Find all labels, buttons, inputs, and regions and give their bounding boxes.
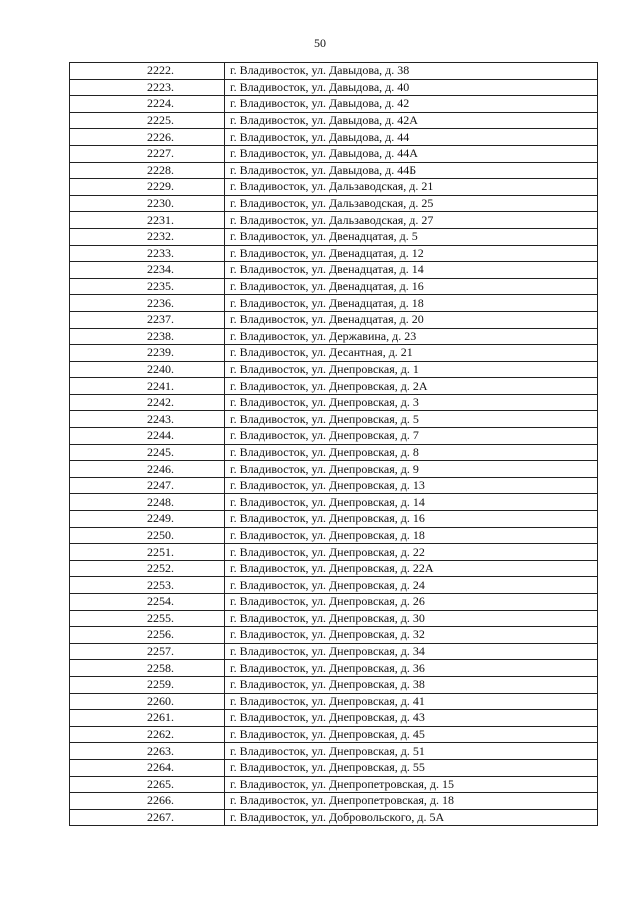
row-number: 2226. — [70, 129, 225, 146]
row-number: 2248. — [70, 494, 225, 511]
table-row — [70, 809, 598, 826]
table-row — [70, 544, 598, 561]
table-row — [70, 693, 598, 710]
row-number: 2243. — [70, 411, 225, 428]
row-address: г. Владивосток, ул. Днепровская, д. 9 — [225, 461, 598, 478]
row-address: г. Владивосток, ул. Добровольского, д. 5А — [225, 809, 598, 826]
row-number: 2227. — [70, 145, 225, 162]
row-number: 2266. — [70, 793, 225, 810]
table-row — [70, 743, 598, 760]
table-row — [70, 511, 598, 528]
row-number: 2253. — [70, 577, 225, 594]
row-number: 2233. — [70, 245, 225, 262]
row-address: г. Владивосток, ул. Днепровская, д. 26 — [225, 594, 598, 611]
table-row — [70, 793, 598, 810]
row-number: 2263. — [70, 743, 225, 760]
row-address: г. Владивосток, ул. Двенадцатая, д. 18 — [225, 295, 598, 312]
row-address: г. Владивосток, ул. Днепровская, д. 32 — [225, 627, 598, 644]
row-address: г. Владивосток, ул. Днепровская, д. 2А — [225, 378, 598, 395]
row-address: г. Владивосток, ул. Десантная, д. 21 — [225, 345, 598, 362]
table-row — [70, 710, 598, 727]
table-row — [70, 96, 598, 113]
row-number: 2265. — [70, 776, 225, 793]
row-number: 2231. — [70, 212, 225, 229]
table-row — [70, 262, 598, 279]
table-row — [70, 577, 598, 594]
row-address: г. Владивосток, ул. Давыдова, д. 42А — [225, 112, 598, 129]
row-address: г. Владивосток, ул. Днепровская, д. 1 — [225, 361, 598, 378]
row-number: 2240. — [70, 361, 225, 378]
table-row — [70, 627, 598, 644]
row-address: г. Владивосток, ул. Давыдова, д. 38 — [225, 63, 598, 80]
row-address: г. Владивосток, ул. Днепровская, д. 22 — [225, 544, 598, 561]
table-row — [70, 145, 598, 162]
table-row — [70, 195, 598, 212]
row-number: 2242. — [70, 394, 225, 411]
row-number: 2261. — [70, 710, 225, 727]
table-row — [70, 179, 598, 196]
row-address: г. Владивосток, ул. Днепровская, д. 22А — [225, 560, 598, 577]
table-row — [70, 328, 598, 345]
row-address: г. Владивосток, ул. Дальзаводская, д. 21 — [225, 179, 598, 196]
row-address: г. Владивосток, ул. Давыдова, д. 44А — [225, 145, 598, 162]
row-address: г. Владивосток, ул. Державина, д. 23 — [225, 328, 598, 345]
table-row — [70, 494, 598, 511]
address-table — [69, 62, 598, 826]
row-number: 2223. — [70, 79, 225, 96]
row-number: 2252. — [70, 560, 225, 577]
row-address: г. Владивосток, ул. Двенадцатая, д. 20 — [225, 311, 598, 328]
table-row — [70, 228, 598, 245]
row-number: 2222. — [70, 63, 225, 80]
table-row — [70, 311, 598, 328]
row-number: 2235. — [70, 278, 225, 295]
row-address: г. Владивосток, ул. Дальзаводская, д. 25 — [225, 195, 598, 212]
address-table-body — [70, 63, 598, 826]
table-row — [70, 129, 598, 146]
row-number: 2262. — [70, 726, 225, 743]
table-row — [70, 527, 598, 544]
row-number: 2245. — [70, 444, 225, 461]
table-row — [70, 643, 598, 660]
row-number: 2229. — [70, 179, 225, 196]
row-number: 2239. — [70, 345, 225, 362]
row-number: 2256. — [70, 627, 225, 644]
table-row — [70, 411, 598, 428]
row-number: 2230. — [70, 195, 225, 212]
row-address: г. Владивосток, ул. Днепровская, д. 3 — [225, 394, 598, 411]
table-row — [70, 444, 598, 461]
row-number: 2237. — [70, 311, 225, 328]
row-number: 2232. — [70, 228, 225, 245]
row-address: г. Владивосток, ул. Двенадцатая, д. 12 — [225, 245, 598, 262]
row-number: 2249. — [70, 511, 225, 528]
table-row — [70, 394, 598, 411]
row-address: г. Владивосток, ул. Днепровская, д. 38 — [225, 676, 598, 693]
table-row — [70, 776, 598, 793]
row-number: 2236. — [70, 295, 225, 312]
row-address: г. Владивосток, ул. Давыдова, д. 44Б — [225, 162, 598, 179]
table-row — [70, 610, 598, 627]
table-row — [70, 378, 598, 395]
table-row — [70, 295, 598, 312]
table-row — [70, 726, 598, 743]
row-address: г. Владивосток, ул. Днепровская, д. 30 — [225, 610, 598, 627]
row-address: г. Владивосток, ул. Дальзаводская, д. 27 — [225, 212, 598, 229]
row-address: г. Владивосток, ул. Двенадцатая, д. 16 — [225, 278, 598, 295]
table-row — [70, 477, 598, 494]
row-address: г. Владивосток, ул. Давыдова, д. 40 — [225, 79, 598, 96]
table-row — [70, 560, 598, 577]
row-address: г. Владивосток, ул. Днепровская, д. 45 — [225, 726, 598, 743]
row-address: г. Владивосток, ул. Днепровская, д. 16 — [225, 511, 598, 528]
row-address: г. Владивосток, ул. Двенадцатая, д. 14 — [225, 262, 598, 279]
row-number: 2241. — [70, 378, 225, 395]
table-row — [70, 162, 598, 179]
row-number: 2254. — [70, 594, 225, 611]
row-address: г. Владивосток, ул. Днепропетровская, д. 15 — [225, 776, 598, 793]
row-address: г. Владивосток, ул. Днепровская, д. 5 — [225, 411, 598, 428]
row-number: 2255. — [70, 610, 225, 627]
row-number: 2264. — [70, 759, 225, 776]
row-number: 2247. — [70, 477, 225, 494]
row-number: 2224. — [70, 96, 225, 113]
row-address: г. Владивосток, ул. Днепровская, д. 43 — [225, 710, 598, 727]
row-number: 2267. — [70, 809, 225, 826]
row-number: 2244. — [70, 428, 225, 445]
row-number: 2234. — [70, 262, 225, 279]
row-number: 2228. — [70, 162, 225, 179]
row-number: 2225. — [70, 112, 225, 129]
table-row — [70, 79, 598, 96]
row-address: г. Владивосток, ул. Днепровская, д. 13 — [225, 477, 598, 494]
row-address: г. Владивосток, ул. Днепровская, д. 8 — [225, 444, 598, 461]
row-address: г. Владивосток, ул. Давыдова, д. 44 — [225, 129, 598, 146]
row-address: г. Владивосток, ул. Днепровская, д. 36 — [225, 660, 598, 677]
table-row — [70, 245, 598, 262]
table-row — [70, 428, 598, 445]
row-number: 2260. — [70, 693, 225, 710]
row-address: г. Владивосток, ул. Двенадцатая, д. 5 — [225, 228, 598, 245]
row-address: г. Владивосток, ул. Днепровская, д. 34 — [225, 643, 598, 660]
table-row — [70, 345, 598, 362]
row-number: 2251. — [70, 544, 225, 561]
row-number: 2258. — [70, 660, 225, 677]
table-row — [70, 759, 598, 776]
table-row — [70, 278, 598, 295]
table-row — [70, 361, 598, 378]
page-number: 50 — [314, 36, 326, 50]
row-address: г. Владивосток, ул. Днепровская, д. 18 — [225, 527, 598, 544]
row-address: г. Владивосток, ул. Днепровская, д. 51 — [225, 743, 598, 760]
row-address: г. Владивосток, ул. Днепровская, д. 14 — [225, 494, 598, 511]
table-row — [70, 212, 598, 229]
row-number: 2257. — [70, 643, 225, 660]
row-address: г. Владивосток, ул. Давыдова, д. 42 — [225, 96, 598, 113]
table-row — [70, 112, 598, 129]
table-row — [70, 676, 598, 693]
row-address: г. Владивосток, ул. Днепропетровская, д. 18 — [225, 793, 598, 810]
row-number: 2246. — [70, 461, 225, 478]
row-address: г. Владивосток, ул. Днепровская, д. 24 — [225, 577, 598, 594]
row-address: г. Владивосток, ул. Днепровская, д. 7 — [225, 428, 598, 445]
table-row — [70, 594, 598, 611]
table-row — [70, 660, 598, 677]
row-address: г. Владивосток, ул. Днепровская, д. 41 — [225, 693, 598, 710]
row-number: 2250. — [70, 527, 225, 544]
table-row — [70, 461, 598, 478]
table-row — [70, 63, 598, 80]
row-address: г. Владивосток, ул. Днепровская, д. 55 — [225, 759, 598, 776]
row-number: 2238. — [70, 328, 225, 345]
row-number: 2259. — [70, 676, 225, 693]
